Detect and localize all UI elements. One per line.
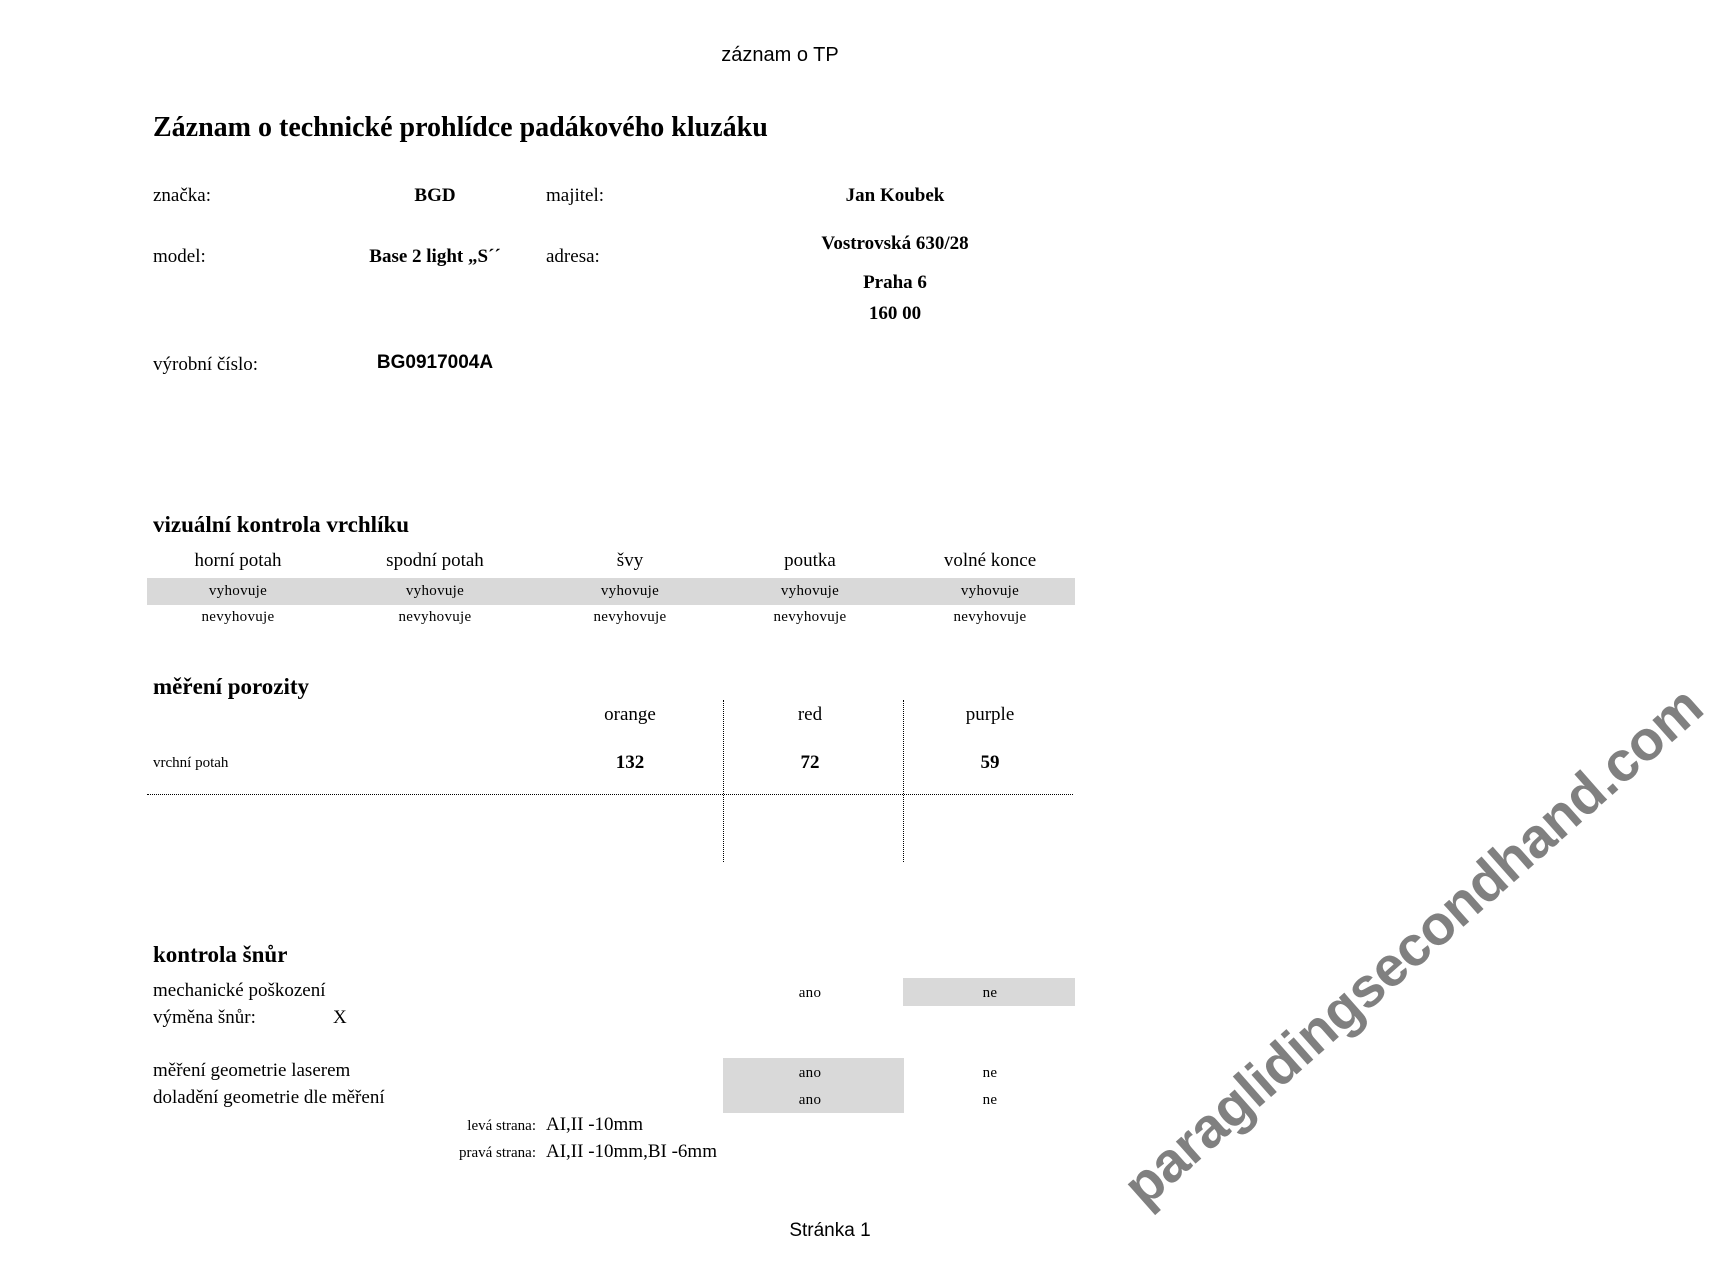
visual-fail-cell[interactable]: nevyhovuje [773, 609, 847, 625]
geometry-trim-yes[interactable]: ano [798, 1092, 822, 1108]
address-line: 160 00 [868, 303, 922, 324]
visual-col-header: poutka [784, 550, 836, 571]
visual-pass-cell[interactable]: vyhovuje [405, 583, 465, 599]
porosity-col-header: purple [965, 704, 1015, 725]
laser-measurement-no[interactable]: ne [982, 1065, 998, 1081]
visual-fail-cell[interactable]: nevyhovuje [593, 609, 667, 625]
left-side-value: AI,II -10mm [546, 1114, 644, 1135]
page-header: záznam o TP [721, 44, 839, 66]
visual-fail-cell[interactable]: nevyhovuje [201, 609, 275, 625]
document-title: Záznam o technické prohlídce padákového kluzáku [153, 112, 768, 143]
mechanical-damage-yes[interactable]: ano [798, 985, 822, 1001]
page-number: Stránka 1 [789, 1220, 871, 1241]
owner-label: majitel: [546, 185, 605, 206]
address-label: adresa: [546, 246, 600, 267]
porosity-row-label: vrchní potah [153, 755, 229, 771]
right-side-label: pravá strana: [458, 1145, 536, 1161]
right-side-value: AI,II -10mm,BI -6mm [546, 1141, 717, 1162]
visual-pass-cell[interactable]: vyhovuje [208, 583, 268, 599]
visual-fail-cell[interactable]: nevyhovuje [398, 609, 472, 625]
visual-pass-cell[interactable]: vyhovuje [960, 583, 1020, 599]
brand-label: značka: [153, 185, 212, 206]
serial-value: BG0917004A [376, 352, 494, 373]
visual-pass-cell[interactable]: vyhovuje [600, 583, 660, 599]
visual-col-header: švy [616, 550, 644, 571]
porosity-row-divider [147, 794, 1073, 795]
laser-measurement-yes[interactable]: ano [798, 1065, 822, 1081]
lines-check-title: kontrola šnůr [153, 942, 288, 967]
visual-col-header: spodní potah [386, 550, 484, 571]
porosity-divider [903, 700, 904, 862]
model-value: Base 2 light „S´´ [369, 246, 501, 267]
porosity-title: měření porozity [153, 674, 310, 699]
visual-fail-cell[interactable]: nevyhovuje [953, 609, 1027, 625]
porosity-col-header: orange [604, 704, 656, 725]
owner-value: Jan Koubek [845, 185, 945, 206]
line-replacement-label: výměna šnůr: [153, 1007, 256, 1028]
left-side-label: levá strana: [467, 1118, 536, 1134]
visual-col-header: horní potah [194, 550, 282, 571]
watermark-text: paraglidingsecondhand.com [1110, 673, 1714, 1218]
laser-measurement-label: měření geometrie laserem [153, 1060, 351, 1081]
geometry-trim-label: doladění geometrie dle měření [153, 1087, 385, 1108]
visual-check-title: vizuální kontrola vrchlíku [153, 512, 410, 537]
porosity-value: 72 [800, 752, 820, 773]
model-label: model: [153, 246, 206, 267]
address-line: Praha 6 [863, 272, 927, 293]
brand-value: BGD [414, 185, 456, 206]
mechanical-damage-label: mechanické poškození [153, 980, 326, 1001]
porosity-value: 59 [980, 752, 1000, 773]
geometry-trim-no[interactable]: ne [982, 1092, 998, 1108]
line-replacement-value: X [333, 1007, 347, 1028]
serial-label: výrobní číslo: [153, 354, 259, 375]
porosity-value: 132 [615, 752, 645, 773]
porosity-col-header: red [797, 704, 823, 725]
address-line: Vostrovská 630/28 [821, 233, 969, 254]
porosity-divider [723, 700, 724, 862]
mechanical-damage-no[interactable]: ne [982, 985, 998, 1001]
visual-col-header: volné konce [943, 550, 1037, 571]
visual-pass-cell[interactable]: vyhovuje [780, 583, 840, 599]
